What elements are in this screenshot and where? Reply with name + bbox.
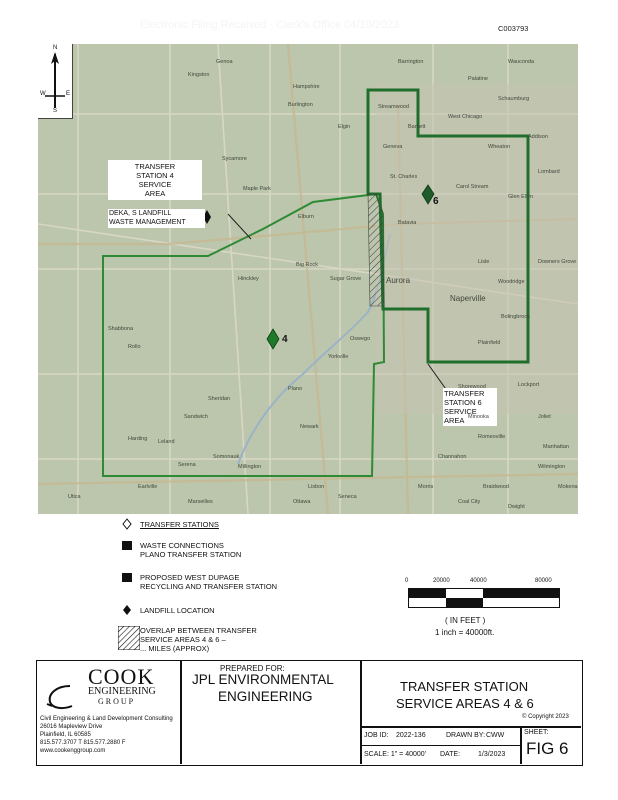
place-name: Lockport	[518, 382, 540, 388]
place-name: Yorkville	[328, 354, 349, 360]
place-name: Woodridge	[498, 279, 525, 285]
area6-label-line: AREA	[444, 416, 465, 425]
document-code: C003793	[498, 24, 529, 33]
date-label: DATE:	[440, 751, 461, 758]
area6-label-line: STATION 6	[444, 398, 482, 407]
place-name: Lisle	[478, 259, 490, 265]
place-name: Schaumburg	[498, 96, 530, 102]
company-phone: 815.577.3707 T 815.577.2880 F	[40, 740, 126, 746]
client-name-line1: JPL ENVIRONMENTAL	[192, 672, 334, 687]
place-name: Braidwood	[483, 484, 509, 490]
place-name: Kingston	[188, 72, 210, 78]
north-label: N	[53, 45, 58, 51]
place-name: Morris	[418, 484, 434, 490]
place-name: Carol Stream	[456, 184, 489, 190]
place-name: Sandwich	[184, 414, 208, 420]
legend-label-landfill: LANDFILL LOCATION	[140, 606, 215, 615]
scale-tick-80000: 80000	[535, 578, 552, 584]
company-name-engineering: ENGINEERING	[88, 686, 156, 697]
company-website: www.cookenggroup.com	[40, 748, 106, 754]
area4-label-line: STATION 4	[136, 171, 174, 180]
area6-label-line: TRANSFER	[444, 389, 485, 398]
east-label: E	[66, 91, 71, 97]
meta-divider	[360, 726, 581, 728]
area4-label-line: SERVICE	[138, 180, 172, 189]
company-name-cook: COOK	[88, 664, 155, 689]
place-name: Serena	[178, 462, 196, 468]
place-name: Oswego	[350, 336, 371, 342]
place-name: Harding	[128, 436, 148, 442]
legend-label-transfer-stations: TRANSFER STATIONS	[140, 520, 219, 529]
drawing-title-line1: TRANSFER STATION	[400, 679, 529, 694]
scale-label: SCALE: 1" = 40000'	[364, 751, 427, 758]
place-name: Big Rock	[296, 262, 319, 268]
station-4-number: 4	[282, 334, 288, 345]
company-address-1: 26016 Mapleview Drive	[40, 724, 103, 730]
copyright: © Copyright 2023	[522, 714, 569, 720]
place-name: Rollo	[128, 344, 141, 350]
place-name: Aurora	[386, 276, 411, 285]
place-name: Glen Ellyn	[508, 194, 534, 200]
place-name: Hampshire	[293, 84, 320, 90]
company-info	[40, 664, 178, 762]
place-name: Sycamore	[222, 156, 247, 162]
area4-label-line: TRANSFER	[134, 162, 176, 171]
place-name: Streamwood	[378, 104, 409, 110]
place-name: Joliet	[538, 414, 551, 420]
title-divider	[180, 660, 182, 764]
place-name: Maple Park	[243, 186, 271, 192]
place-name: Naperville	[450, 294, 486, 303]
place-name: Channahon	[438, 454, 467, 460]
place-name: Earlville	[138, 484, 158, 490]
place-name: Mokena	[558, 484, 578, 490]
place-name: Lisbon	[308, 484, 325, 490]
hatched-box-icon	[118, 626, 140, 650]
drawing-title-line2: SERVICE AREAS 4 & 6	[396, 696, 534, 711]
place-name: Bartlett	[408, 124, 426, 130]
scale-ratio: 1 inch = 40000ft.	[435, 628, 495, 637]
place-name: Plano	[288, 386, 303, 392]
scale-unit: ( IN FEET )	[445, 616, 486, 625]
filled-diamond-icon	[122, 604, 132, 616]
place-name: Newark	[300, 424, 319, 430]
place-name: Ottawa	[293, 499, 311, 505]
legend	[110, 516, 370, 661]
client-name-line2: ENGINEERING	[218, 689, 313, 704]
company-name-group: G R O U P	[98, 697, 134, 706]
meta-divider	[520, 726, 522, 764]
scale-tick-40000: 40000	[470, 578, 487, 584]
legend-label-overlap: OVERLAP BETWEEN TRANSFER SERVICE AREAS 4 & 6 – ... MILES (APPROX)	[140, 626, 257, 653]
place-name: Palatine	[468, 76, 488, 82]
place-name: Somonauk	[213, 454, 240, 460]
scale-bar	[405, 578, 565, 648]
map-area	[38, 44, 578, 514]
place-name: Barrington	[398, 59, 424, 65]
place-name: Leland	[158, 439, 175, 445]
place-name: Sheridan	[208, 396, 231, 402]
place-name: Wheaton	[488, 144, 511, 150]
place-name: Addison	[528, 134, 548, 140]
company-address-2: Plainfield, IL 60585	[40, 732, 91, 738]
scale-tick-20000: 20000	[433, 578, 450, 584]
place-name: Batavia	[398, 220, 417, 226]
drawn-by-label: DRAWN BY:	[446, 732, 486, 739]
company-tagline: Civil Engineering & Land Development Consulting	[40, 716, 173, 722]
scale-bar-graphic	[408, 588, 560, 608]
place-name: Manhattan	[543, 444, 569, 450]
place-name: Seneca	[338, 494, 357, 500]
place-name: Utica	[68, 494, 81, 500]
prepared-for-label: PREPARED FOR:	[220, 664, 285, 673]
place-name: Geneva	[383, 144, 403, 150]
landfill-label-line: WASTE MANAGEMENT	[109, 218, 186, 226]
date-value: 1/3/2023	[478, 751, 506, 758]
place-name: Hinckley	[238, 276, 259, 282]
job-id-value: 2022-136	[396, 732, 426, 739]
legend-label-plano: WASTE CONNECTIONS PLANO TRANSFER STATION	[140, 541, 242, 559]
place-name: Wauconda	[508, 59, 535, 65]
scale-tick-0: 0	[405, 578, 409, 584]
place-name: Dwight	[508, 504, 525, 510]
place-name: Marseilles	[188, 499, 213, 505]
place-name: Sugar Grove	[330, 276, 362, 282]
header-stamp	[0, 0, 618, 38]
place-name: Elgin	[338, 124, 351, 130]
company-logo-icon	[42, 682, 82, 712]
south-label: S	[53, 108, 58, 114]
filled-square-icon	[122, 541, 132, 550]
place-name: Plainfield	[478, 340, 501, 346]
open-diamond-icon	[122, 518, 132, 530]
job-id-label: JOB ID:	[364, 732, 389, 739]
legend-label-west-dupage: PROPOSED WEST DUPAGE RECYCLING AND TRANSFER STATION	[140, 573, 278, 591]
place-name: Burlington	[288, 102, 313, 108]
station-6-number: 6	[433, 196, 439, 207]
meta-divider	[360, 745, 520, 746]
place-name: West Chicago	[448, 114, 483, 120]
place-name: Downers Grove	[538, 259, 577, 265]
sheet-label: SHEET:	[524, 729, 549, 736]
place-name: Wilmington	[538, 464, 566, 470]
filing-stamp-text: Electronic Filing Received · Clerk's Office 04/10/2023	[140, 19, 400, 31]
drawn-by-value: CWW	[486, 732, 505, 739]
place-name: Minooka	[468, 414, 489, 420]
place-name: Coal City	[458, 499, 481, 505]
area6-label-line: SERVICE	[444, 407, 477, 416]
place-name: Shorewood	[458, 384, 486, 390]
place-name: Millington	[238, 464, 262, 470]
place-name: Romeoville	[478, 434, 506, 440]
west-label: W	[40, 91, 46, 97]
place-name: Elburn	[298, 214, 314, 220]
place-name: Lombard	[538, 169, 560, 175]
place-name: St. Charles	[390, 174, 418, 180]
place-name: Shabbona	[108, 326, 134, 332]
filled-square-icon	[122, 573, 132, 582]
area4-label-line: AREA	[144, 189, 166, 198]
place-name: Bolingbrook	[501, 314, 531, 320]
sheet-value: FIG 6	[526, 739, 569, 758]
title-divider	[360, 660, 362, 764]
landfill-label-line: DEKA, S LANDFILL	[109, 210, 172, 217]
place-name: Genoa	[216, 59, 233, 65]
place-names	[38, 44, 578, 514]
